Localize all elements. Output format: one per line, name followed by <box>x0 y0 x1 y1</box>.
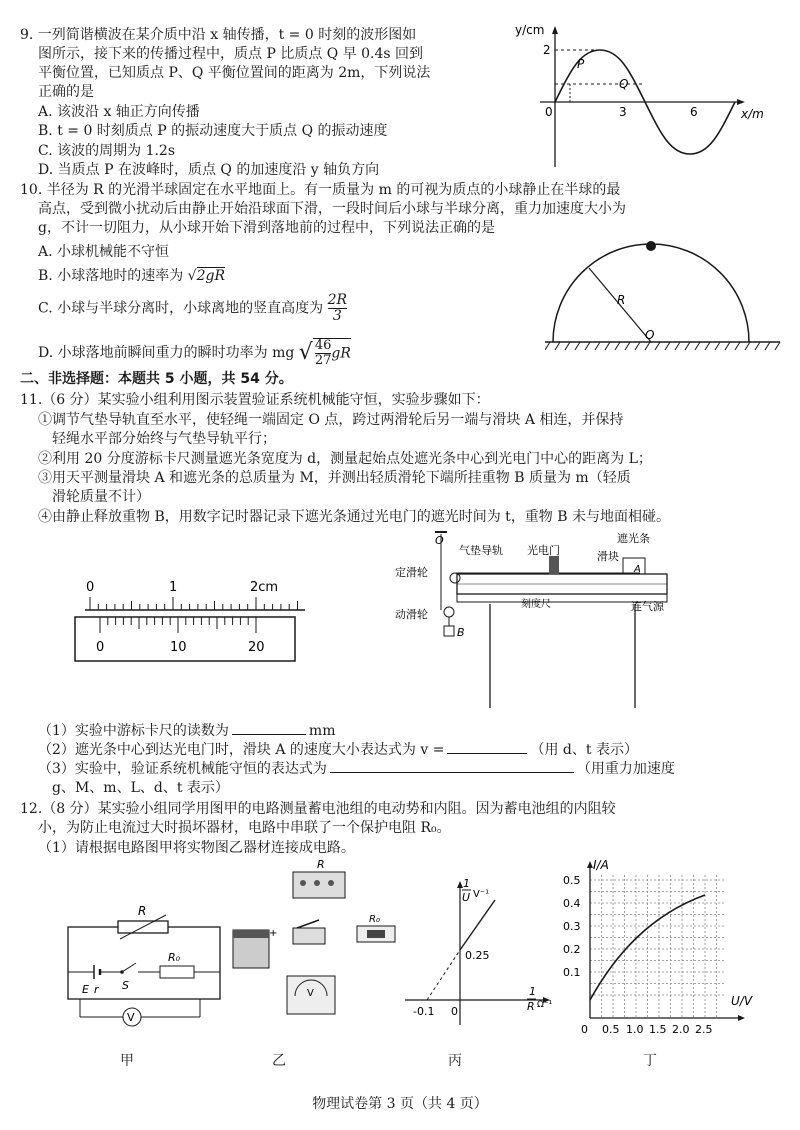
fraction-denominator: 27 <box>314 353 332 368</box>
switch-label: S <box>122 979 129 992</box>
answer-blank-1[interactable] <box>232 722 306 735</box>
page-footer: 物理试卷第 3 页（共 4 页） <box>312 1096 488 1112</box>
q10-hemisphere-figure <box>545 238 785 358</box>
graph-ding <box>555 855 775 1050</box>
moving-pulley-label: 动滑轮 <box>395 608 428 621</box>
q11-line: 11.（6 分）某实验小组利用图示装置验证系统机械能守恒，实验步骤如下： <box>20 392 490 408</box>
y-axis-arrow <box>552 26 558 34</box>
q9-wave-graph <box>515 22 775 172</box>
center-o-label: O <box>645 328 655 342</box>
q10-option-a: A. 小球机械能不守恒 <box>38 244 170 260</box>
resistor-r0 <box>160 966 194 978</box>
x-tick: 0.5 <box>602 1023 620 1036</box>
q11-sub-2-text: （2）遮光条中心到达光电门时，滑块 A 的速度大小表达式为 v = <box>38 742 445 758</box>
radicand-tail: gR <box>331 345 351 362</box>
battery-plus: + <box>269 928 278 939</box>
y-tick: 0.4 <box>563 897 581 910</box>
q9-option-b: B. t = 0 时刻质点 P 的振动速度大于质点 Q 的振动速度 <box>38 123 388 139</box>
q11-sub-3-cont: g、M、m、L、d、t 表示） <box>52 780 229 796</box>
y-tick: 0.1 <box>563 966 581 979</box>
q11-step-3-cont: 滑轮质量不计） <box>52 489 150 505</box>
q10-option-d-radicand <box>313 338 351 368</box>
q10-option-b-radicand: 2gR <box>196 268 225 284</box>
x-tick: 1.0 <box>626 1023 644 1036</box>
q10-line: 10. 半径为 R 的光滑半球固定在水平地面上。有一质量为 m 的可视为质点的小球静止在半球的最 <box>20 182 621 198</box>
x-intercept-label: -0.1 <box>413 1005 435 1018</box>
emf-label: E <box>82 983 89 996</box>
switch-lever <box>297 920 319 928</box>
slider-a-label: A <box>634 564 641 575</box>
q10-option-c-text: C. 小球与半球分离时，小球离地的竖直高度为 <box>38 300 324 317</box>
weight-b-label: B <box>457 626 465 639</box>
internal-r-label: r <box>94 983 99 996</box>
graph-bing <box>405 875 555 1045</box>
sqrt-sign: √ <box>187 268 197 284</box>
y-axis-label: y/cm <box>515 23 545 37</box>
fraction-denominator: 3 <box>332 308 342 324</box>
origin-label: 0 <box>581 1023 588 1036</box>
q11-step-1: ①调节气垫导轨直至水平，使轻绳一端固定 O 点，跨过两滑轮后另一端与滑块 A 相连，并保持 <box>38 412 624 428</box>
caption-jia: 甲 <box>120 1053 134 1069</box>
q9-line: 平衡位置，已知质点 P、Q 平衡位置间的距离为 2m，下列说法 <box>38 65 431 81</box>
vernier-ticks <box>108 617 256 633</box>
y-tick: 0.2 <box>563 943 581 956</box>
circuit-loop <box>68 927 220 999</box>
q9-line: 9. 一列简谐横波在某介质中沿 x 轴传播，t = 0 时刻的波形图如 <box>20 27 417 43</box>
x-axis-label: U/V <box>731 994 753 1008</box>
rheostat-label: R <box>138 905 147 918</box>
x-tick: 2.5 <box>695 1023 713 1036</box>
x-tick: 1.5 <box>649 1023 667 1036</box>
caption-yi: 乙 <box>272 1053 286 1069</box>
weight-b <box>444 626 454 636</box>
point-p-label: P <box>577 57 585 71</box>
q9-option-a: A. 该波沿 x 轴正方向传播 <box>38 104 200 120</box>
air-track-label: 气垫导轨 <box>459 544 503 557</box>
q9-line: 图所示，接下来的传播过程中，质点 P 比质点 Q 早 0.4s 回到 <box>38 46 424 62</box>
small-ball <box>646 241 656 251</box>
main-scale-0: 0 <box>86 580 95 595</box>
battery-top <box>233 930 269 938</box>
q11-sub-3 <box>38 760 675 778</box>
resistor-r0-label: R₀ <box>369 914 380 925</box>
q9-line: 正确的是 <box>38 84 94 100</box>
fixed-point-o-label: O <box>435 534 444 547</box>
components-yi <box>225 858 405 1033</box>
q10-option-b <box>38 267 225 285</box>
resistor-r0-label: R₀ <box>168 951 181 964</box>
q12-line: 小，为防止电流过大时损坏器材，电路中串联了一个保护电阻 R₀。 <box>38 820 451 836</box>
radius-label: R <box>617 293 626 307</box>
main-scale-1: 1 <box>169 580 178 595</box>
answer-blank-2[interactable] <box>447 741 527 754</box>
y-label-num: 1 <box>463 877 470 890</box>
q10-option-c <box>38 293 347 324</box>
origin-label: 0 <box>545 105 553 119</box>
q11-sub-1 <box>38 722 335 740</box>
y-intercept-label: 0.25 <box>465 949 490 962</box>
slider-label: 滑块 <box>597 550 619 563</box>
scale-label: 刻度尺 <box>521 599 551 610</box>
q11-sub-2-hint: （用 d、t 表示） <box>530 742 638 758</box>
fraction-numerator: 2R <box>327 292 348 308</box>
knob <box>300 880 306 886</box>
shading-strip-label: 遮光条 <box>617 532 650 545</box>
vernier-scale-10: 10 <box>170 640 187 655</box>
switch-pivot <box>120 970 124 974</box>
q10-option-b-text: B. 小球落地时的速率为 <box>38 268 184 284</box>
x-label-num: 1 <box>529 985 536 998</box>
switch-s <box>122 963 136 972</box>
origin-label: 0 <box>451 1005 458 1018</box>
caption-ding: 丁 <box>643 1053 657 1069</box>
q12-line: 12.（8 分）某实验小组同学用图甲的电路测量蓄电池组的电动势和内阻。因为蓄电池组的内阻较 <box>20 801 616 817</box>
x-tick-6: 6 <box>690 105 698 119</box>
q10-option-d <box>38 338 351 368</box>
y-axis-label: I/A <box>593 858 609 872</box>
q11-sub-3-text: （3）实验中，验证系统机械能守恒的表达式为 <box>38 761 327 777</box>
q11-sub-1-text: （1）实验中游标卡尺的读数为 <box>38 723 229 739</box>
vernier-scale-0: 0 <box>96 640 105 655</box>
section-2-title: 二、非选择题：本题共 5 小题，共 54 分。 <box>20 371 293 387</box>
q9-option-c: C. 该波的周期为 1.2s <box>38 143 176 159</box>
data-line <box>460 900 495 950</box>
moving-pulley <box>444 607 454 617</box>
q11-step-2: ②利用 20 分度游标卡尺测量遮光条宽度为 d，测量起始点处遮光条中心到光电门中心的距离为 L； <box>38 451 652 467</box>
q10-option-c-fraction <box>328 293 347 324</box>
q11-sub-1-unit: mm <box>308 723 336 739</box>
resistance-box-label: R <box>317 858 325 871</box>
photogate-label: 光电门 <box>527 544 560 557</box>
x-tick-3: 3 <box>619 105 627 119</box>
q10-line: 高点，受到微小扰动后由静止开始沿球面下滑，一段时间后小球与半球分离，重力加速度大小为 <box>38 201 626 217</box>
x-tick: 2.0 <box>672 1023 690 1036</box>
knob <box>314 880 320 886</box>
voltmeter-label: V <box>127 1011 135 1024</box>
photogate <box>549 556 559 574</box>
q11-sub-3-hint: （用重力加速度 <box>576 761 675 777</box>
q11-step-4: ④由静止释放重物 B，用数字记时器记录下遮光条通过光电门的遮光时间为 t，重物 B 未与地面相碰。 <box>38 509 671 525</box>
air-source-label: 连气源 <box>631 600 664 613</box>
knob <box>328 880 334 886</box>
x-axis-label: x/m <box>741 107 764 121</box>
vernier-caliper <box>70 575 330 665</box>
fraction-numerator: 46 <box>314 338 332 353</box>
q11-step-1-cont: 轻绳水平部分始终与气垫导轨平行； <box>52 431 276 447</box>
fixed-pulley-label: 定滑轮 <box>395 566 428 579</box>
x-axis-arrow <box>737 99 745 105</box>
y-tick: 0.5 <box>563 874 581 887</box>
main-scale-2cm: 2cm <box>250 580 279 595</box>
q11-step-3: ③用天平测量滑块 A 和遮光条的总质量为 M，并测出轻质滑轮下端所挂重物 B 质量为 m（轻质 <box>38 470 631 486</box>
vernier-scale-20: 20 <box>248 640 265 655</box>
extrapolation-dash <box>427 950 460 1000</box>
main-scale-ticks <box>90 597 298 610</box>
ground-hatching <box>545 342 780 350</box>
y-tick-2: 2 <box>543 43 551 57</box>
y-label-den: U <box>462 891 471 904</box>
x-label-unit: Ω⁻¹ <box>537 1000 553 1010</box>
voltmeter-component-label: V <box>307 988 314 999</box>
sqrt-sign: √ <box>298 340 313 365</box>
q11-sub-2 <box>38 741 638 759</box>
y-tick: 0.3 <box>563 920 581 933</box>
resistor-body <box>367 930 385 938</box>
x-axis-arrow <box>738 1015 745 1021</box>
air-track-apparatus <box>395 528 685 713</box>
x-label-den: R <box>527 1000 535 1013</box>
answer-blank-3[interactable] <box>330 760 574 773</box>
caption-bing: 丙 <box>448 1053 462 1069</box>
q10-option-d-text: D. 小球落地前瞬间重力的瞬时功率为 mg <box>38 345 295 361</box>
y-label-unit: V⁻¹ <box>473 889 490 900</box>
q12-sub-1: （1）请根据电路图甲将实物图乙器材连接成电路。 <box>38 840 355 856</box>
point-q-label: Q <box>619 77 629 91</box>
q9-option-d: D. 当质点 P 在波峰时，质点 Q 的加速度沿 y 轴负方向 <box>38 162 380 178</box>
q10-line: g，不计一切阻力，从小球开始下滑到落地前的过程中，下列说法正确的是 <box>38 220 495 236</box>
circuit-diagram-jia <box>60 905 225 1045</box>
switch-component <box>293 928 325 944</box>
grid <box>590 875 725 1018</box>
